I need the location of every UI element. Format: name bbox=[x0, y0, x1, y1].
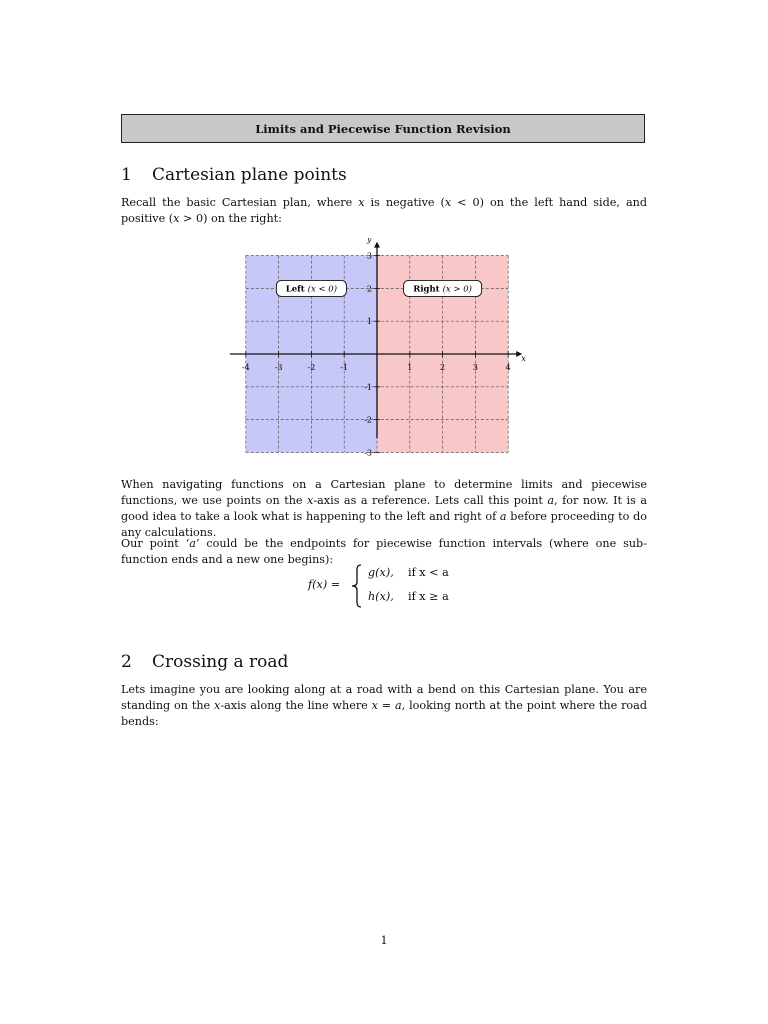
y-axis-label: y bbox=[367, 238, 372, 244]
left-brace-icon bbox=[350, 564, 364, 608]
section-2-paragraph: Lets imagine you are looking along at a road with a bend on this Cartesian plane. You are standing on the x-axis along the line where x = a, looking north at the point where the road bends: bbox=[121, 683, 648, 728]
y-tick-label: 3 bbox=[366, 251, 372, 261]
y-tick-label: 2 bbox=[366, 284, 372, 294]
x-axis-label: x bbox=[521, 354, 526, 363]
x-tick-label: 1 bbox=[407, 363, 413, 372]
piecewise-case1-condition: if x < a bbox=[408, 566, 449, 579]
piecewise-lhs: f(x) = bbox=[308, 578, 341, 591]
section-2-number: 2 bbox=[121, 652, 132, 672]
right-region-label bbox=[404, 280, 482, 296]
x-tick-label: 3 bbox=[472, 363, 478, 372]
x-tick-label: -3 bbox=[274, 363, 283, 372]
y-axis-arrow-icon bbox=[374, 242, 380, 248]
right-region-label-math: (x > 0) bbox=[442, 284, 472, 295]
section-1-heading bbox=[121, 165, 347, 185]
right-region-label-text bbox=[413, 283, 472, 294]
left-region-label-bold: Left bbox=[285, 284, 308, 295]
section-1-intro: Recall the basic Cartesian plan, where x is negative (x < 0) on the left hand side, and positive (x > 0) on the right: bbox=[121, 196, 647, 225]
y-tick-label: 1 bbox=[366, 317, 372, 327]
x-tick-label: 2 bbox=[440, 363, 446, 372]
document-title-box bbox=[121, 114, 645, 143]
section-2-heading bbox=[121, 652, 288, 672]
document-title: Limits and Piecewise Function Revision bbox=[255, 121, 511, 136]
y-tick-label: -2 bbox=[364, 415, 372, 425]
piecewise-case2-expression: h(x), bbox=[368, 590, 394, 603]
section-2-title: Crossing a road bbox=[152, 652, 289, 672]
right-region-label-bold: Right bbox=[413, 284, 443, 295]
x-tick-label: -4 bbox=[241, 363, 250, 372]
left-region-label-math: (x < 0) bbox=[307, 284, 338, 295]
left-region-label-text bbox=[286, 283, 337, 294]
left-region-label bbox=[276, 280, 346, 296]
x-tick-label: -1 bbox=[340, 363, 349, 372]
piecewise-case1-expression: g(x), bbox=[368, 566, 394, 579]
piecewise-case2-condition: if x ≥ a bbox=[408, 590, 449, 603]
section-1-paragraph-3: Our point ‘a’ could be the endpoints for piecewise function intervals (where one sub-function ends and a new one begins): bbox=[121, 537, 647, 566]
section-1-paragraph-2: When navigating functions on a Cartesian plane to determine limits and piecewise functions, we use points on the x-axis as a reference. Lets call this point a, for now. It is a good idea to take a look what is happening to the left and right of a before proceeding to do any calculations. bbox=[121, 478, 647, 539]
y-tick-label: -3 bbox=[364, 448, 372, 458]
section-1-title: Cartesian plane points bbox=[152, 165, 347, 185]
section-1-number: 1 bbox=[121, 165, 132, 185]
page-number: 1 bbox=[380, 934, 388, 947]
x-tick-label: 4 bbox=[505, 363, 511, 372]
cartesian-plane-figure bbox=[226, 238, 534, 468]
x-tick-label: -2 bbox=[307, 363, 316, 372]
y-tick-label: -1 bbox=[364, 382, 372, 392]
